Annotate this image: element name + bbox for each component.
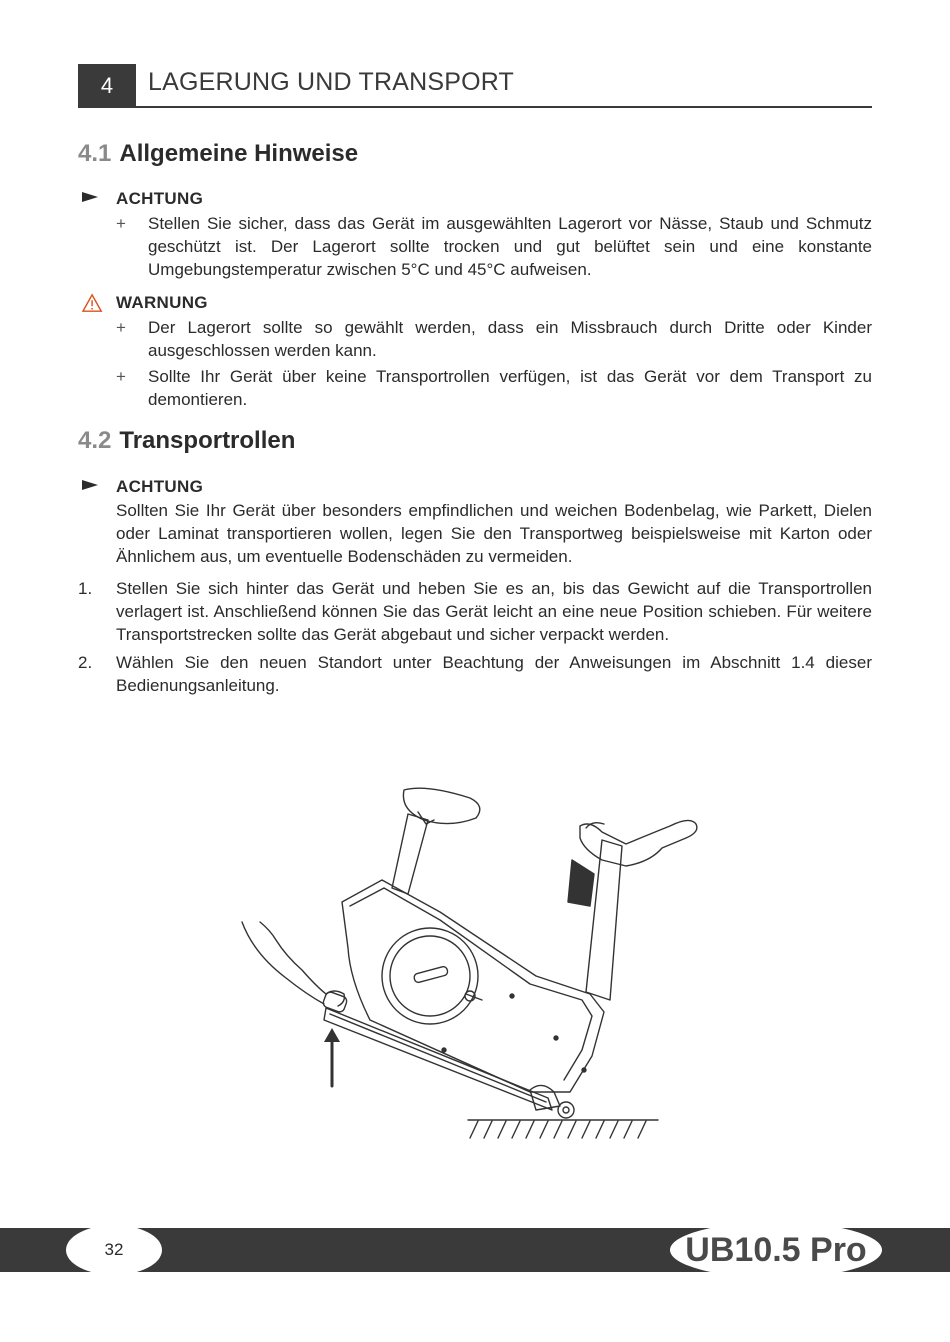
plus-bullet: + <box>116 318 126 337</box>
achtung-label: ACHTUNG <box>116 477 204 496</box>
seat <box>403 788 479 823</box>
flywheel <box>382 928 478 1024</box>
list-item <box>116 365 872 411</box>
achtung-paragraph: Sollten Sie Ihr Gerät über besonders empfindlichen und weichen Bodenbelag, wie Parkett, Dielen oder Laminat transportieren wollen, legen Sie den Transportweg beispielsweise mit Karton oder Ähnlichem aus, um eventuelle Bodenschäden zu vermeiden. <box>116 501 872 566</box>
page-number: 32 <box>104 1240 124 1259</box>
list-item <box>116 212 872 282</box>
chapter-divider <box>78 106 872 108</box>
model-badge <box>670 1222 882 1278</box>
step-number: 1. <box>78 579 93 598</box>
handlebar <box>580 820 697 866</box>
chapter-title: LAGERUNG UND TRANSPORT <box>148 68 515 96</box>
achtung-label: ACHTUNG <box>116 189 204 208</box>
list-item <box>116 316 872 362</box>
model-name: UB10.5 Pro <box>685 1230 867 1269</box>
section-title: Transportrollen <box>119 427 296 454</box>
step-number: 2. <box>78 653 93 672</box>
section-title: Allgemeine Hinweise <box>119 140 359 167</box>
triangle-pointer-icon <box>78 477 108 497</box>
bullet-text: Der Lagerort sollte so gewählt werden, dass ein Missbrauch durch Dritte oder Kinder ausgeschlossen werden kann. <box>148 318 872 360</box>
step-text: Wählen Sie den neuen Standort unter Beachtung der Anweisungen im Abschnitt 1.4 dieser Bedienungsanleitung. <box>116 653 872 695</box>
floor-hatching <box>470 1121 646 1138</box>
page-number-badge <box>66 1225 162 1275</box>
warnung-label: WARNUNG <box>116 293 208 312</box>
section-number: 4.1 <box>78 140 112 167</box>
plus-bullet: + <box>116 214 126 233</box>
section-heading-4-1 <box>78 140 358 168</box>
section-heading-4-2 <box>78 427 295 455</box>
seat-post <box>392 814 428 894</box>
section-number: 4.2 <box>78 427 112 454</box>
plus-bullet: + <box>116 367 126 386</box>
chapter-number-box <box>78 64 136 108</box>
chapter-number: 4 <box>100 73 114 98</box>
step-text: Stellen Sie sich hinter das Gerät und heben Sie es an, bis das Gewicht auf die Transportrollen verlagert ist. Anschließend können Sie das Gerät leicht an eine neue Position schieben. Für weitere Transportstrecken sollte das Gerät abgebaut und sicher verpackt werden. <box>116 579 872 644</box>
bullet-text: Stellen Sie sicher, dass das Gerät im ausgewählten Lagerort vor Nässe, Staub und Schmutz geschützt ist. Der Lagerort sollte trocken und gut belüftet sein und eine konstante Umgebungstemperatur zwischen 5°C und 45°C aufweisen. <box>148 214 872 279</box>
bike-body <box>342 880 604 1092</box>
bullet-text: Sollte Ihr Gerät über keine Transportrollen verfügen, ist das Gerät vor dem Transport zu demontieren. <box>148 367 872 409</box>
triangle-pointer-icon <box>78 189 108 209</box>
warning-icon <box>78 293 108 313</box>
arrow-up-icon <box>324 1028 340 1042</box>
bike-transport-illustration <box>230 780 710 1150</box>
